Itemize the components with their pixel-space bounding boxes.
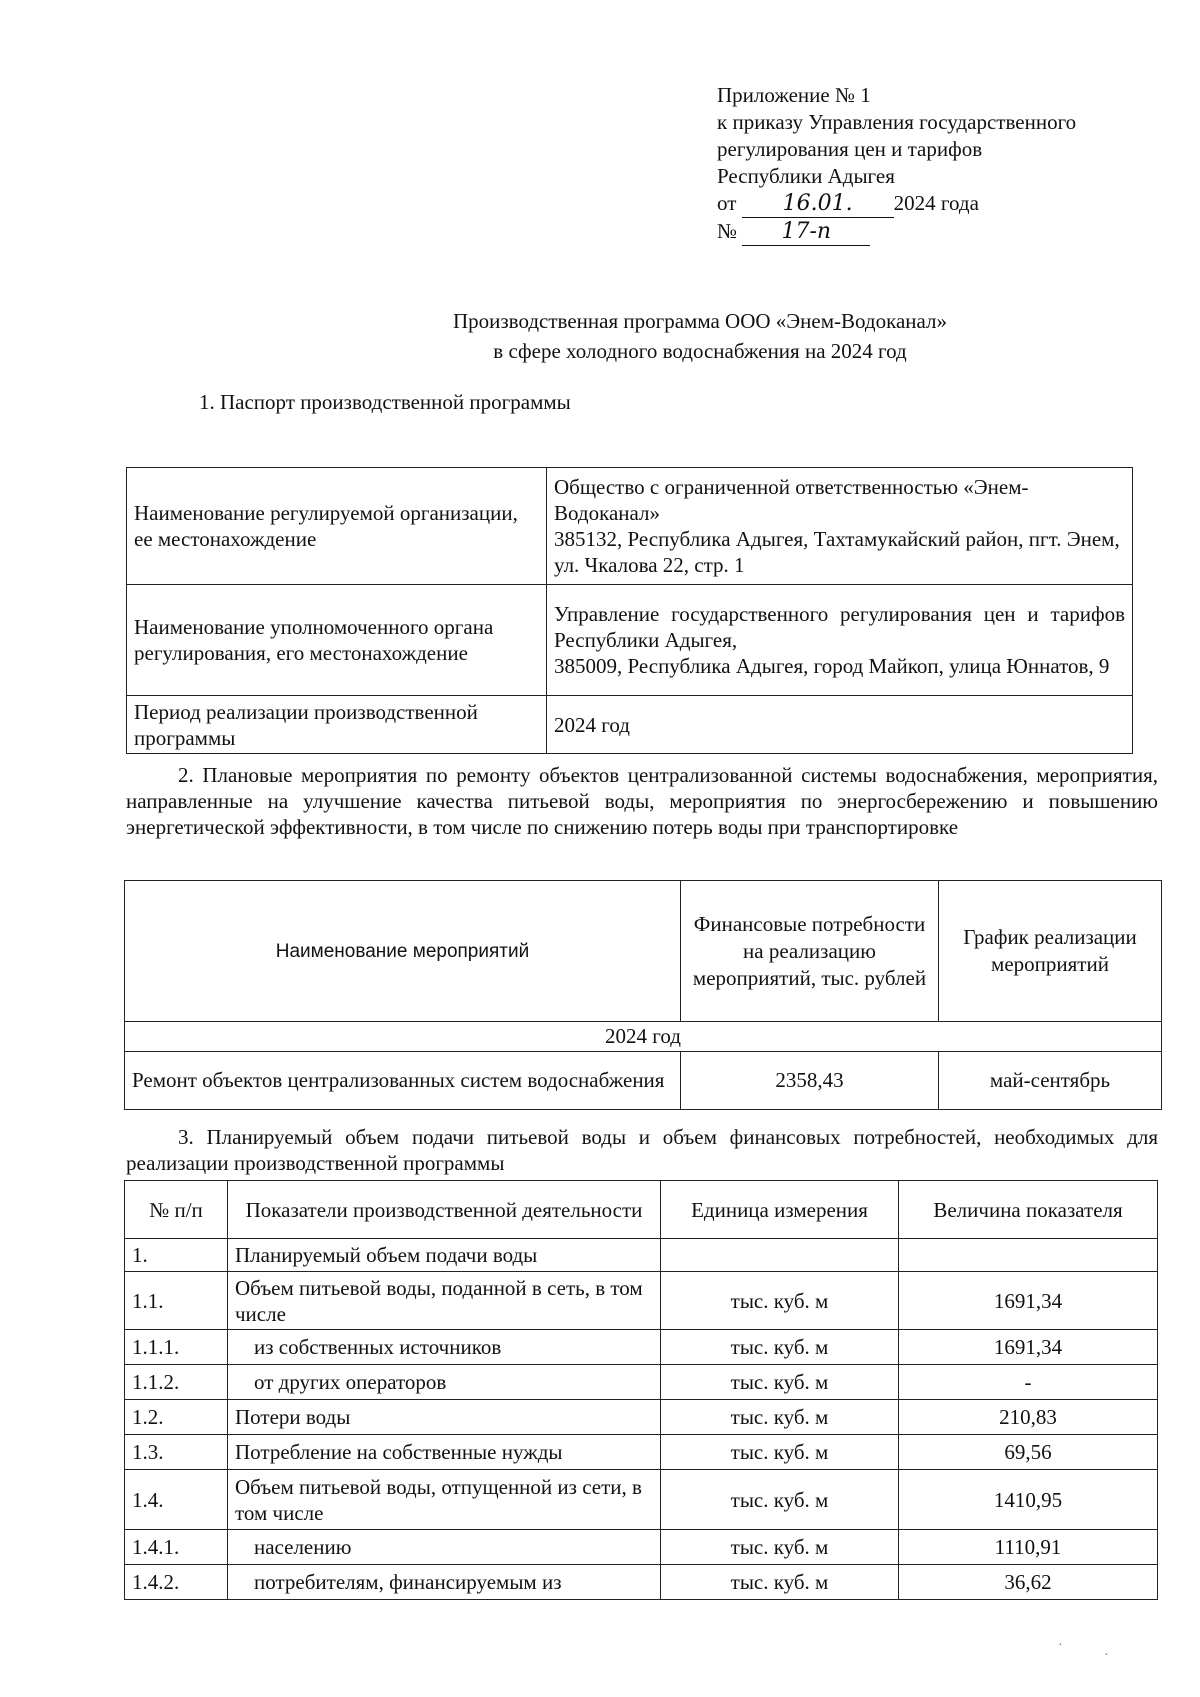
appendix-region-line: Республики Адыгея [717, 164, 895, 188]
appendix-authority-line: регулирования цен и тарифов [717, 137, 983, 161]
passport-label: Наименование уполномоченного органа регулирования, его местонахождение [127, 585, 547, 696]
program-title [0, 306, 1200, 366]
number-prefix: № [717, 219, 738, 243]
passport-value-line: Управление государственного регулирования цен и тарифов Республики Адыгея, [554, 602, 1125, 652]
table-row [125, 1435, 1158, 1470]
row-value: 36,62 [899, 1565, 1158, 1600]
measures-table [124, 880, 1162, 1110]
col-header-schedule: График реализации мероприятий [939, 881, 1162, 1022]
section1-heading: 1. Паспорт производственной программы [199, 390, 571, 414]
row-value: 1691,34 [899, 1272, 1158, 1330]
row-num: 1.3. [125, 1435, 228, 1470]
row-value: 210,83 [899, 1400, 1158, 1435]
table-row [125, 1022, 1162, 1052]
col-header-indicator: Показатели производственной деятельности [228, 1181, 661, 1239]
date-suffix: 2024 года [893, 191, 979, 215]
measure-name: Ремонт объектов централизованных систем водоснабжения [125, 1052, 681, 1110]
row-indicator: Потери воды [228, 1400, 661, 1435]
row-num: 1.4. [125, 1470, 228, 1530]
row-value: - [899, 1365, 1158, 1400]
row-indicator: от других операторов [228, 1365, 661, 1400]
row-value: 69,56 [899, 1435, 1158, 1470]
passport-value-line: 385009, Республика Адыгея, город Майкоп, улица Юннатов, 9 [554, 654, 1110, 678]
row-num: 1.4.1. [125, 1530, 228, 1565]
passport-table [126, 467, 1133, 754]
row-num: 1.1. [125, 1272, 228, 1330]
table-row [125, 1530, 1158, 1565]
table-row [127, 585, 1133, 696]
row-value: 1110,91 [899, 1530, 1158, 1565]
row-indicator: населению [228, 1530, 661, 1565]
table-header-row [125, 881, 1162, 1022]
handwritten-number: 17-п [742, 218, 870, 246]
appendix-order-line: к приказу Управления государственного [717, 110, 1077, 134]
row-num: 1.1.2. [125, 1365, 228, 1400]
passport-value [547, 585, 1133, 696]
row-num: 1.4.2. [125, 1565, 228, 1600]
row-indicator: из собственных источников [228, 1330, 661, 1365]
table-row [125, 1470, 1158, 1530]
row-num: 1. [125, 1239, 228, 1272]
row-num: 1.1.1. [125, 1330, 228, 1365]
col-header-finance: Финансовые потребности на реализацию мероприятий, тыс. рублей [681, 881, 939, 1022]
passport-value-line: 385132, Республика Адыгея, Тахтамукайский район, пгт. Энем, ул. Чкалова 22, стр. 1 [554, 527, 1120, 577]
table-row [125, 1365, 1158, 1400]
date-prefix: от [717, 191, 737, 215]
passport-value-line: Общество с ограниченной ответственностью «Энем-Водоканал» [554, 475, 1029, 525]
row-indicator: Потребление на собственные нужды [228, 1435, 661, 1470]
row-unit: тыс. куб. м [661, 1435, 899, 1470]
table-header-row [125, 1181, 1158, 1239]
table-row [127, 696, 1133, 754]
row-unit: тыс. куб. м [661, 1330, 899, 1365]
row-unit [661, 1239, 899, 1272]
section3-heading-text: 3. Планируемый объем подачи питьевой воды и объем финансовых потребностей, необходимых для реализации производственной программы [126, 1125, 1158, 1175]
table-row [125, 1400, 1158, 1435]
col-header-unit: Единица измерения [661, 1181, 899, 1239]
volume-table [124, 1180, 1158, 1600]
row-indicator: Планируемый объем подачи воды [228, 1239, 661, 1272]
row-value: 1691,34 [899, 1330, 1158, 1365]
appendix-date-line [717, 190, 1076, 218]
appendix-header [717, 82, 1076, 246]
passport-value [547, 468, 1133, 585]
section2-heading-text: 2. Плановые мероприятия по ремонту объектов централизованной системы водоснабжения, мероприятия, направленные на улучшение качества питьевой воды, мероприятия по энергосбережению и повышению энергетической эффективности, в том числе по снижению потерь воды при транспортировке [126, 763, 1158, 839]
col-header-num: № п/п [125, 1181, 228, 1239]
year-row: 2024 год [125, 1022, 1162, 1052]
col-header-value: Величина показателя [899, 1181, 1158, 1239]
section3-heading [126, 1124, 1158, 1176]
row-value [899, 1239, 1158, 1272]
table-row [125, 1565, 1158, 1600]
row-unit: тыс. куб. м [661, 1565, 899, 1600]
measure-schedule: май-сентябрь [939, 1052, 1162, 1110]
row-num: 1.2. [125, 1400, 228, 1435]
program-title-line2: в сфере холодного водоснабжения на 2024 год [493, 339, 907, 363]
handwritten-date: 16.01. [742, 190, 894, 218]
scan-mark: · [1104, 1648, 1109, 1663]
row-unit: тыс. куб. м [661, 1272, 899, 1330]
row-unit: тыс. куб. м [661, 1365, 899, 1400]
row-indicator: Объем питьевой воды, отпущенной из сети, в том числе [228, 1470, 661, 1530]
program-title-line1: Производственная программа ООО «Энем-Водоканал» [452, 309, 947, 333]
section2-heading [126, 762, 1158, 840]
table-row [125, 1052, 1162, 1110]
row-indicator: Объем питьевой воды, поданной в сеть, в том числе [228, 1272, 661, 1330]
scan-mark: · [1058, 1638, 1063, 1653]
appendix-number-line [717, 218, 1076, 246]
appendix-title: Приложение № 1 [717, 83, 871, 107]
table-row [125, 1330, 1158, 1365]
measure-finance: 2358,43 [681, 1052, 939, 1110]
row-unit: тыс. куб. м [661, 1470, 899, 1530]
table-row [125, 1239, 1158, 1272]
col-header-name: Наименование мероприятий [125, 881, 681, 1022]
row-value: 1410,95 [899, 1470, 1158, 1530]
passport-label: Наименование регулируемой организации, ее местонахождение [127, 468, 547, 585]
row-indicator: потребителям, финансируемым из [228, 1565, 661, 1600]
row-unit: тыс. куб. м [661, 1530, 899, 1565]
row-unit: тыс. куб. м [661, 1400, 899, 1435]
table-row [125, 1272, 1158, 1330]
passport-value: 2024 год [547, 696, 1133, 754]
passport-label: Период реализации производственной программы [127, 696, 547, 754]
table-row [127, 468, 1133, 585]
